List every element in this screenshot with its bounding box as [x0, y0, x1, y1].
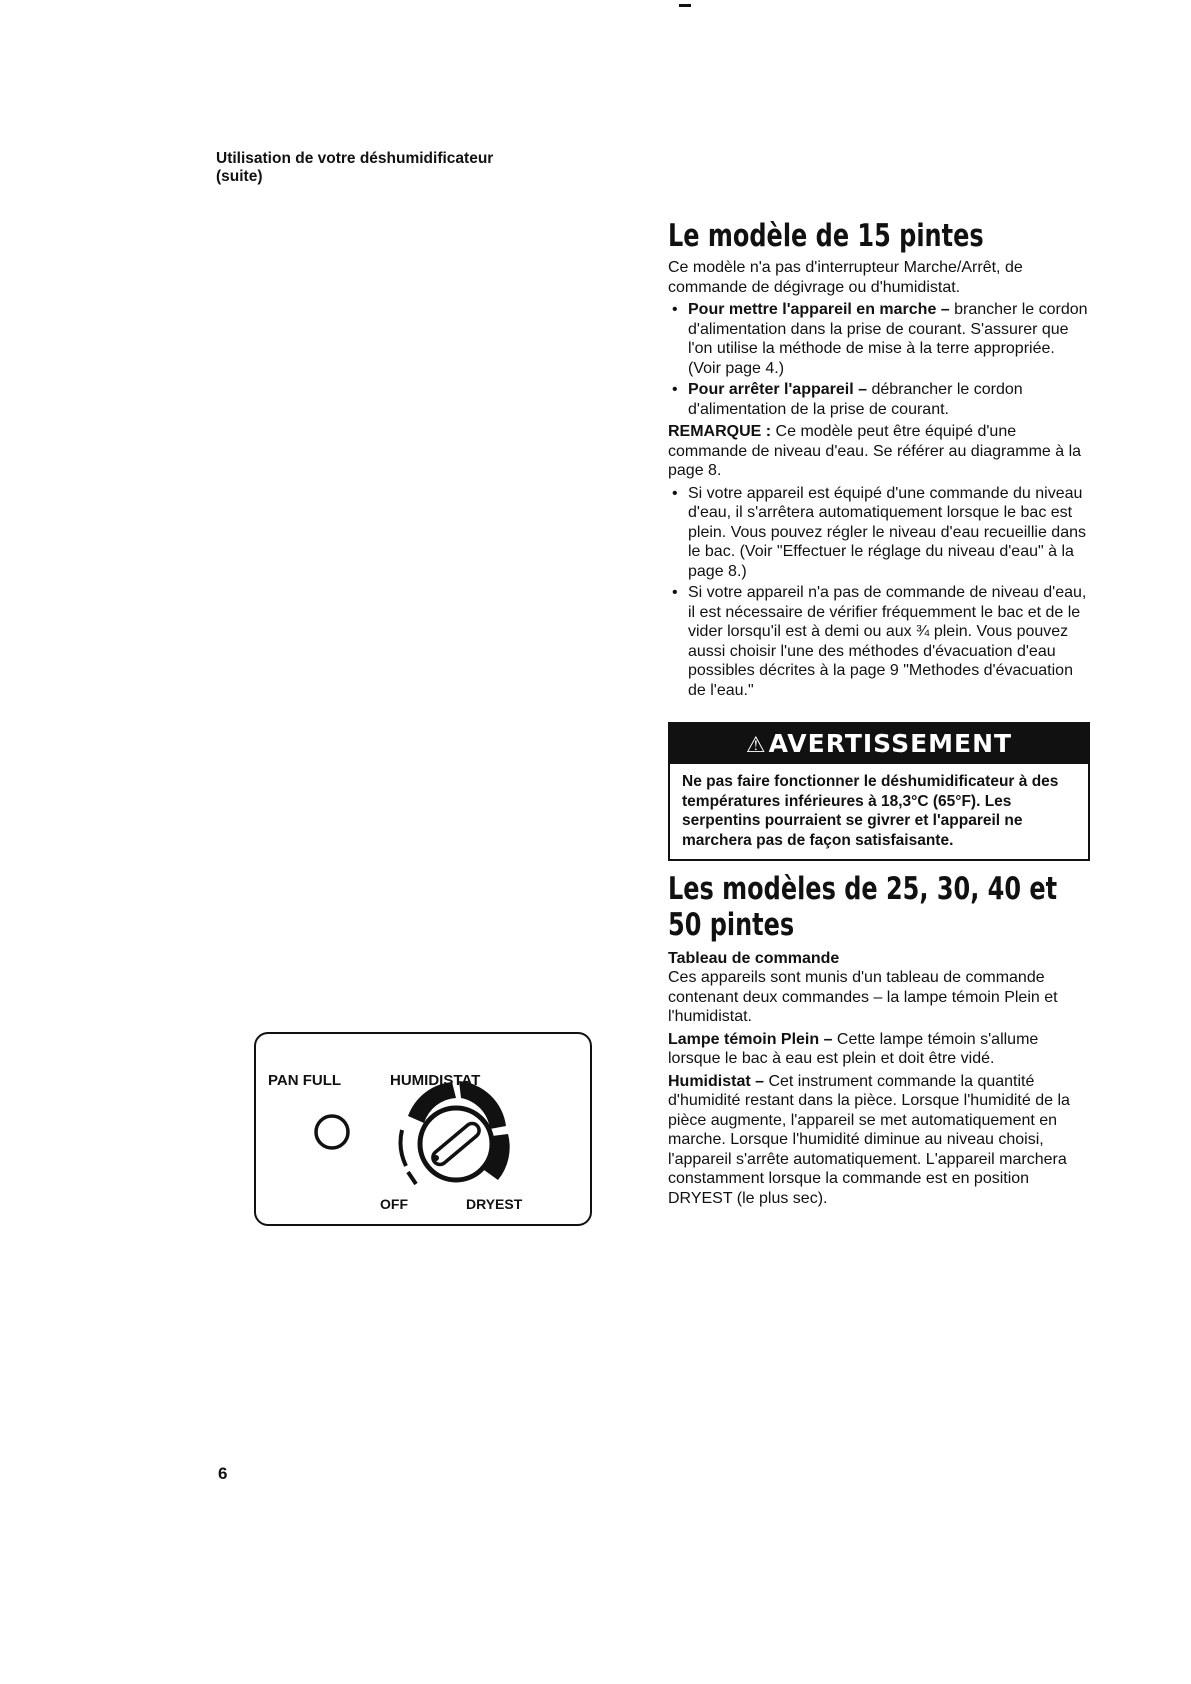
- warning-box: [668, 722, 1090, 861]
- humidistat-lead: Humidistat –: [668, 1072, 765, 1090]
- section-header: [216, 150, 576, 186]
- page-number: 6: [218, 1464, 228, 1483]
- control-panel-subhead: Tableau de commande: [668, 950, 840, 967]
- list-item: • Si votre appareil est équipé d'une commande du niveau d'eau, il s'arrêtera automatiquement lorsque le bac est plein. Vous pouvez régler le niveau d'eau recueillie dans le bac. (Voir "Effectuer le réglage du niveau d'eau" à la page 8.): [668, 484, 1090, 582]
- warning-title: AVERTISSEMENT: [768, 729, 1013, 758]
- bullet-text: débrancher le cordon d'alimentation de la prise de courant.: [688, 381, 1023, 418]
- section-15-title: Le modèle de 15 pintes: [668, 218, 984, 254]
- bullet-lead: Pour arrêter l'appareil –: [688, 381, 867, 398]
- warning-header: [670, 724, 1088, 764]
- humidistat-dial-icon: [401, 1081, 510, 1184]
- list-item: [668, 380, 1090, 419]
- dryest-label: DRYEST: [466, 1196, 523, 1212]
- control-panel-illustration: [254, 1032, 592, 1226]
- right-column: [668, 218, 1090, 1211]
- list-item: [668, 300, 1090, 378]
- section-15-list: [668, 300, 1090, 419]
- pan-full-lamp-icon: [316, 1116, 348, 1148]
- section-15-intro: Ce modèle n'a pas d'interrupteur Marche/Arrêt, de commande de dégivrage ou d'humidistat.: [668, 259, 1023, 296]
- off-label: OFF: [380, 1196, 408, 1212]
- bullet-lead: Pour mettre l'appareil en marche –: [688, 301, 950, 318]
- water-level-list: [668, 484, 1090, 701]
- section-25-title: Les modèles de 25, 30, 40 et 50 pintes: [668, 871, 1058, 943]
- humidistat-paragraph: [668, 1072, 1090, 1209]
- header-line-1: Utilisation de votre déshumidificateur: [216, 150, 494, 167]
- control-panel-drawing: [256, 1034, 590, 1224]
- scan-mark: [679, 4, 691, 7]
- pan-full-label: PAN FULL: [268, 1072, 342, 1089]
- warning-text: Ne pas faire fonctionner le déshumidificateur à des températures inférieures à 18,3°C (65°F). Les serpentins pourraient se givrer et l'appareil ne marchera pas de façon satisfaisante.: [682, 773, 1059, 849]
- list-item: • Si votre appareil n'a pas de commande de niveau d'eau, il est nécessaire de vérifier fréquemment le bac et de le vider lorsqu'il est à demi ou aux ¾ plein. Vous pouvez aussi choisir l'une des méthodes d'évacuation d'eau possibles décrites à la page 9 "Methodes d'évacuation de l'eau.": [668, 583, 1090, 700]
- remark-lead: REMARQUE :: [668, 423, 772, 440]
- humidistat-label: HUMIDISTAT: [390, 1072, 481, 1089]
- lamp-lead: Lampe témoin Plein –: [668, 1030, 833, 1048]
- remark: [668, 422, 1090, 481]
- humidistat-text: Cet instrument commande la quantité d'humidité restant dans la pièce. Lorsque l'humidité de la pièce augmente, l'appareil se met automatiquement en marche. Lorsque l'humidité diminue au niveau choisi, l'appareil s'arrête automatiquement. L'appareil marchera constamment lorsque la commande est en position DRYEST (le plus sec).: [668, 1072, 1070, 1207]
- warning-triangle-icon: ⚠: [745, 733, 767, 758]
- lamp-paragraph: [668, 1030, 1090, 1069]
- lamp-text: Cette lampe témoin s'allume lorsque le bac à eau est plein et doit être vidé.: [668, 1030, 1039, 1067]
- control-panel-text: Ces appareils sont munis d'un tableau de commande contenant deux commandes – la lampe témoin Plein et l'humidistat.: [668, 969, 1058, 1025]
- header-line-2: (suite): [216, 168, 263, 185]
- bullet-text: brancher le cordon d'alimentation dans la prise de courant. S'assurer que l'on utilise la méthode de mise à la terre appropriée. (Voir page 4.): [688, 301, 1088, 377]
- remark-text: Ce modèle peut être équipé d'une commande de niveau d'eau. Se référer au diagramme à la page 8.: [668, 423, 1082, 479]
